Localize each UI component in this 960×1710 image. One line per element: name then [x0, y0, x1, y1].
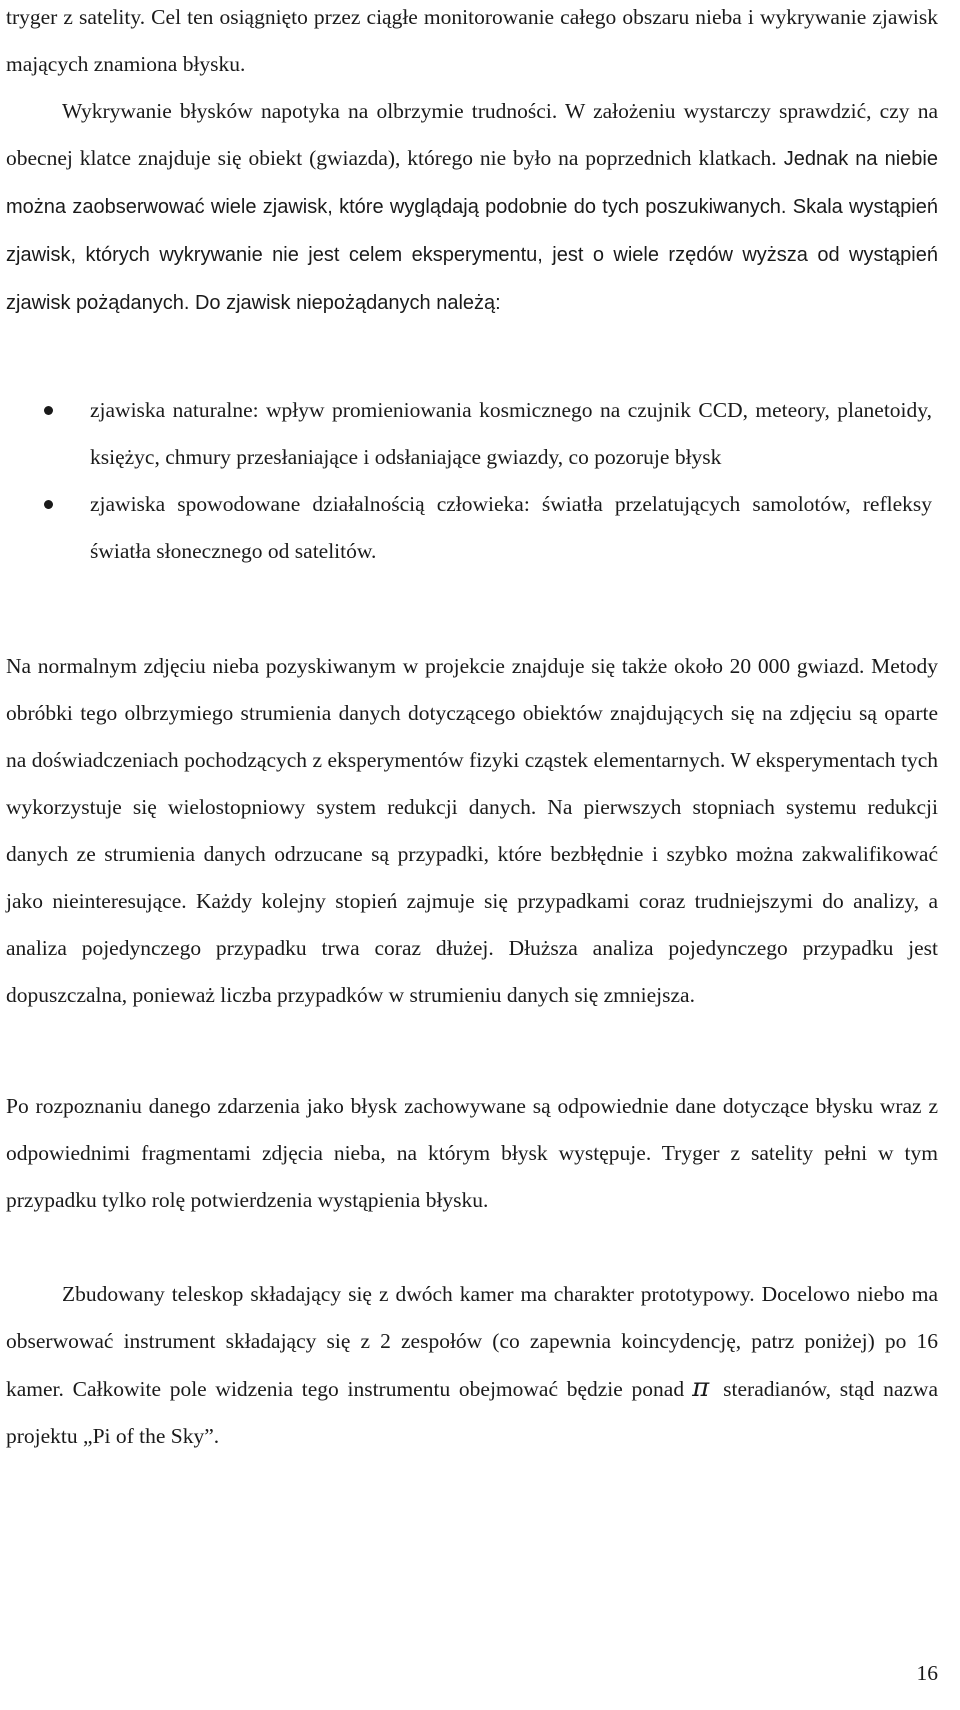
paragraph-text-serif: Wykrywanie błysków napotyka na olbrzymie trudności. W założeniu wystarczy sprawdzić, czy na obecnej klatce znajduje się obiekt (gwiazda), którego nie było na poprzednich klatkach. — [6, 99, 938, 170]
unwanted-phenomena-list — [0, 387, 960, 575]
list-item-text: zjawiska naturalne: wpływ promieniowania kosmicznego na czujnik CCD, meteory, planetoidy, księżyc, chmury przesłaniające i odsłaniające gwiazdy, co pozoruje błysk — [90, 398, 932, 469]
bullet-icon — [44, 406, 53, 415]
page-number: 16 — [916, 1661, 938, 1685]
paragraph-detection-difficulties — [6, 88, 938, 327]
pi-symbol: π — [692, 1373, 710, 1403]
paragraph-flash-recognition — [6, 1083, 938, 1224]
paragraph-text-sans: Jednak na niebie można zaobserwować wiele zjawisk, które wyglądają podobnie do tych poszukiwanych. Skala wystąpień zjawisk, których wykrywanie nie jest celem eksperymentu, jest o wiele rzędów wyższa od wystąpień zjawisk pożądanych. Do zjawisk niepożądanych należą: — [6, 148, 938, 314]
list-item-text: zjawiska spowodowane działalnością człowieka: światła przelatujących samolotów, refleksy światła słonecznego od satelitów. — [90, 492, 932, 563]
list-item — [0, 481, 932, 575]
paragraph-telescope — [6, 1271, 938, 1460]
bullet-icon — [44, 500, 53, 509]
paragraph-text: tryger z satelity. Cel ten osiągnięto przez ciągłe monitorowanie całego obszaru nieba i wykrywanie zjawisk mających znamiona błysku. — [6, 5, 938, 76]
paragraph-text: Zbudowany teleskop składający się z dwóch kamer ma charakter prototypowy. Docelowo niebo ma obserwować instrument składający się z 2 zespołów (co zapewnia koincydencję, patrz poniżej) po 16 kamer. Całkowite pole widzenia tego instrumentu obejmować będzie ponad — [6, 1282, 938, 1401]
paragraph-data-reduction — [6, 643, 938, 1019]
paragraph-text: Po rozpoznaniu danego zdarzenia jako błysk zachowywane są odpowiednie dane dotyczące błysku wraz z odpowiednimi fragmentami zdjęcia nieba, na którym błysk występuje. Tryger z satelity pełni w tym przypadku tylko rolę potwierdzenia wystąpienia błysku. — [6, 1094, 938, 1212]
paragraph-text: steradianów, stąd nazwa projektu „Pi of the Sky”. — [6, 1377, 938, 1448]
paragraph-text: Na normalnym zdjęciu nieba pozyskiwanym w projekcie znajduje się także około 20 000 gwiazd. Metody obróbki tego olbrzymiego strumienia danych dotyczącego obiektów znajdujących się na zdjęciu są oparte na doświadczeniach pochodzących z eksperymentów fizyki cząstek elementarnych. W eksperymentach tych wykorzystuje się wielostopniowy system redukcji danych. Na pierwszych stopniach systemu redukcji danych ze strumienia danych odrzucane są przypadki, które bezbłędnie i szybko można zakwalifikować jako nieinteresujące. Każdy kolejny stopień zajmuje się przypadkami coraz trudniejszymi do analizy, a analiza pojedynczego przypadku trwa coraz dłużej. Dłuższa analiza pojedynczego przypadku jest dopuszczalna, ponieważ liczba przypadków w strumieniu danych się zmniejsza. — [6, 654, 938, 1007]
paragraph-intro-continuation — [6, 0, 938, 88]
list-item — [0, 387, 932, 481]
